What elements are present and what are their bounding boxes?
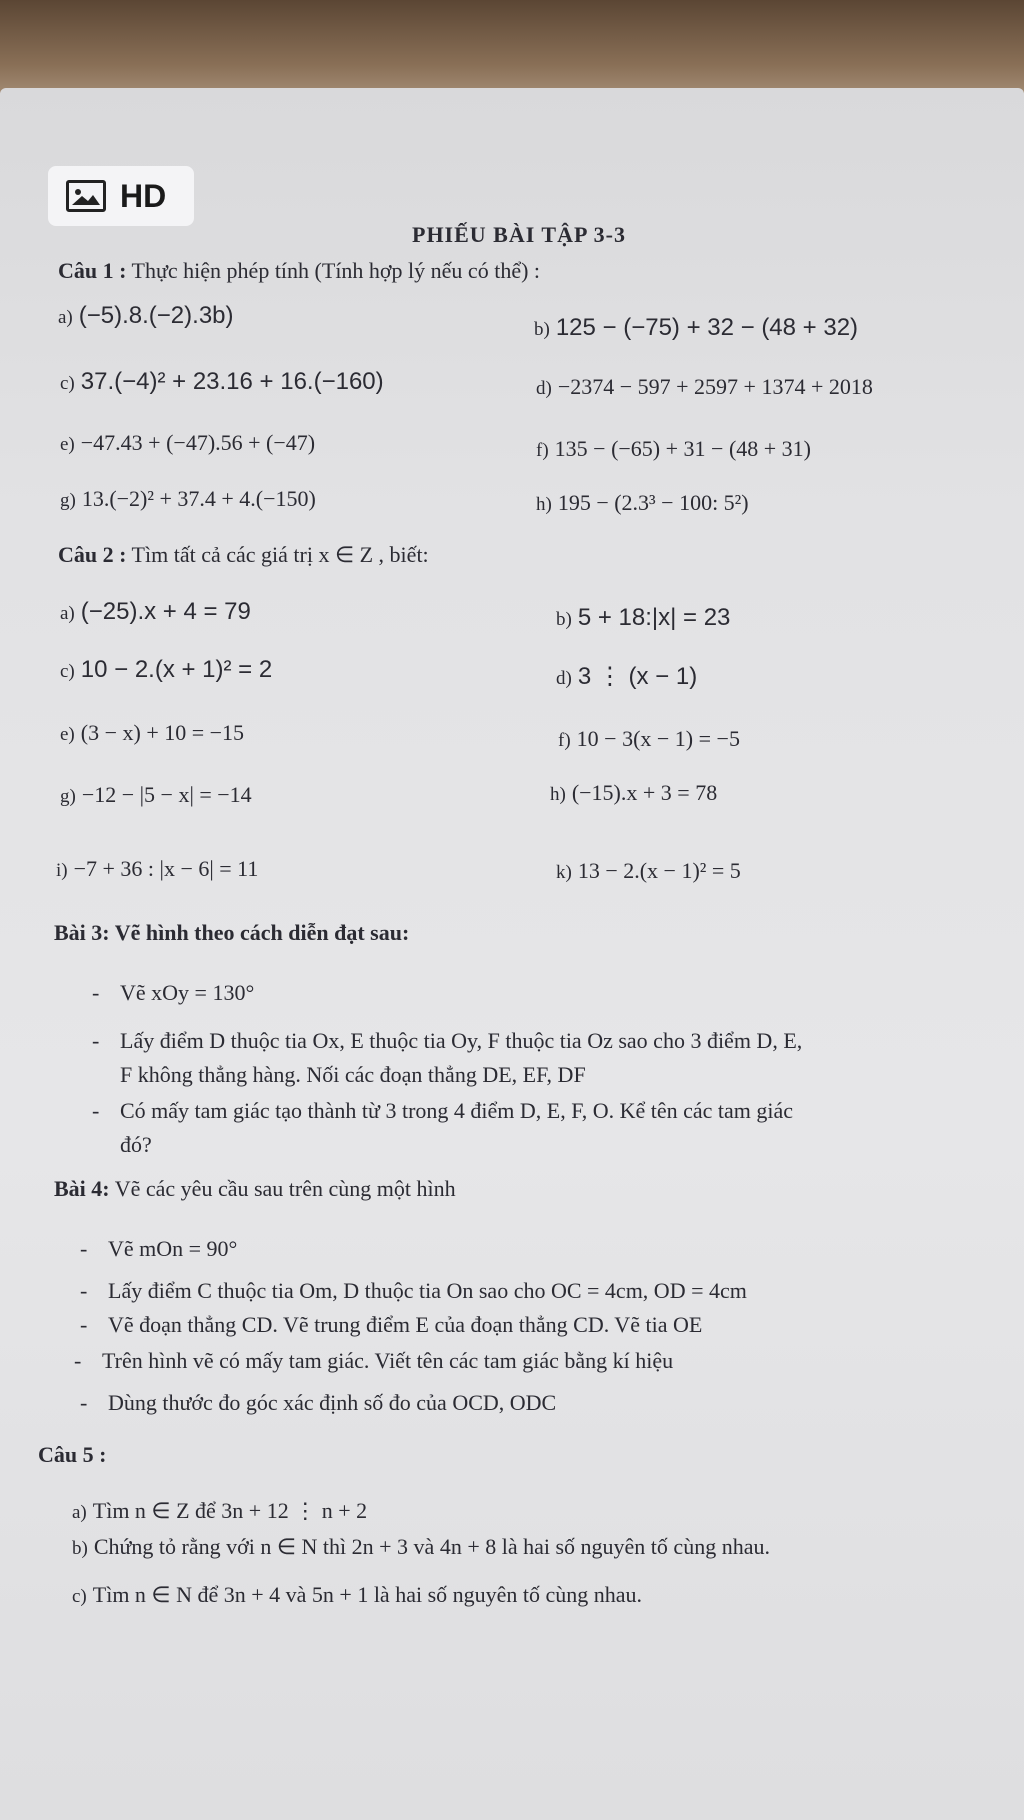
item-expression: 13 − 2.(x − 1)² = 5 (577, 858, 741, 883)
cau2-item-c (60, 656, 272, 684)
bai4-line-text: Trên hình vẽ có mấy tam giác. Viết tên các tam giác bằng kí hiệu (102, 1348, 674, 1373)
item-label: b) (534, 319, 550, 340)
item-expression: (−5).8.(−2).3b) (78, 302, 234, 329)
dash-bullet: - (92, 1028, 100, 1053)
cau2-item-e (60, 720, 244, 746)
item-label: f) (558, 730, 571, 751)
item-label: e) (60, 724, 75, 745)
item-label: h) (550, 784, 566, 805)
item-label: b) (556, 609, 572, 630)
bai4-line-4 (74, 1348, 673, 1374)
item-label: f) (536, 440, 549, 461)
item-label: e) (60, 434, 75, 455)
item-expression: 5 + 18:|x| = 23 (577, 604, 731, 631)
image-icon (66, 180, 106, 212)
item-expression: (−25).x + 4 = 79 (80, 598, 251, 625)
item-label: k) (556, 862, 572, 883)
cau1-item-b (534, 314, 858, 342)
item-expression: 13.(−2)² + 37.4 + 4.(−150) (81, 486, 316, 511)
item-label: b) (72, 1538, 88, 1559)
item-expression: 135 − (−65) + 31 − (48 + 31) (554, 436, 811, 461)
cau2-heading-label: Câu 2 : (58, 542, 127, 567)
cau2-item-k (556, 858, 741, 884)
item-expression: 195 − (2.3³ − 100: 5²) (557, 490, 749, 515)
item-expression: 3 ⋮ (x − 1) (577, 663, 698, 690)
item-expression: −7 + 36 : |x − 6| = 11 (73, 856, 259, 881)
item-label: g) (60, 786, 76, 807)
item-expression: −47.43 + (−47).56 + (−47) (80, 430, 316, 455)
item-label: d) (556, 668, 572, 689)
item-label: a) (60, 603, 75, 624)
item-label: c) (72, 1586, 87, 1607)
cau5-item-a (72, 1498, 367, 1524)
bai3-heading: Bài 3: Vẽ hình theo cách diễn đạt sau: (54, 920, 410, 945)
bai4-line-text: Vẽ đoạn thẳng CD. Vẽ trung điểm E của đoạn thẳng CD. Vẽ tia OE (108, 1312, 703, 1337)
item-text: Tìm n ∈ Z để 3n + 12 ⋮ n + 2 (92, 1498, 368, 1523)
cau2-item-h (550, 780, 717, 806)
bai4-line-2 (80, 1278, 747, 1304)
bai3-line-text: Vẽ xOy = 130° (120, 980, 255, 1005)
dash-bullet: - (92, 1098, 100, 1123)
bai4-line-text: Vẽ mOn = 90° (108, 1236, 238, 1261)
bai3-line-text: Có mấy tam giác tạo thành từ 3 trong 4 điểm D, E, F, O. Kể tên các tam giác (120, 1098, 794, 1123)
hd-badge[interactable] (48, 166, 194, 226)
dash-bullet: - (80, 1390, 88, 1415)
cau1-item-d (536, 374, 873, 400)
item-label: c) (60, 373, 75, 394)
cau5-heading: Câu 5 : (38, 1442, 107, 1467)
bai4-heading (54, 1176, 456, 1202)
item-expression: 125 − (−75) + 32 − (48 + 32) (555, 314, 859, 341)
item-label: a) (58, 307, 73, 328)
item-expression: 37.(−4)² + 23.16 + 16.(−160) (80, 368, 384, 395)
cau1-item-e (60, 430, 315, 456)
cau1-item-f (536, 436, 811, 462)
bai4-line-text: Dùng thước đo góc xác định số đo của OCD, ODC (108, 1390, 557, 1415)
item-label: g) (60, 490, 76, 511)
dash-bullet: - (80, 1236, 88, 1261)
bai4-line-1 (80, 1236, 237, 1262)
bai4-heading-label: Bài 4: (54, 1176, 110, 1201)
bai3-line-2 (92, 1028, 802, 1054)
bai3-line-4 (92, 1098, 793, 1124)
item-label: i) (56, 860, 68, 881)
cau2-item-g (60, 782, 252, 808)
cau1-heading (58, 258, 540, 284)
item-label: c) (60, 661, 75, 682)
cau2-heading-text: Tìm tất cả các giá trị x ∈ Z , biết: (126, 542, 429, 567)
cau2-item-b (556, 604, 730, 632)
item-text: Chứng tỏ rằng với n ∈ N thì 2n + 3 và 4n + 8 là hai số nguyên tố cùng nhau. (93, 1534, 770, 1559)
item-text: Tìm n ∈ N để 3n + 4 và 5n + 1 là hai số nguyên tố cùng nhau. (92, 1582, 643, 1607)
bai3-line-3: F không thẳng hàng. Nối các đoạn thẳng DE, EF, DF (120, 1062, 586, 1087)
item-label: d) (536, 378, 552, 399)
cau1-item-c (60, 368, 384, 396)
bai3-line-text: Lấy điểm D thuộc tia Ox, E thuộc tia Oy, F thuộc tia Oz sao cho 3 điểm D, E, (120, 1028, 803, 1053)
bai3-line-5: đó? (120, 1132, 152, 1157)
dash-bullet: - (80, 1312, 88, 1337)
bai3-line-1 (92, 980, 254, 1006)
cau2-item-d (556, 662, 697, 691)
cau1-item-h (536, 490, 749, 516)
worksheet-title: PHIẾU BÀI TẬP 3-3 (412, 222, 627, 247)
dash-bullet: - (92, 980, 100, 1005)
item-label: h) (536, 494, 552, 515)
dash-bullet: - (74, 1348, 82, 1373)
item-label: a) (72, 1502, 87, 1523)
cau2-item-f (558, 726, 740, 752)
cau1-item-a (58, 302, 234, 330)
cau1-item-g (60, 486, 316, 512)
bai4-heading-text: Vẽ các yêu cầu sau trên cùng một hình (109, 1176, 456, 1201)
item-expression: (−15).x + 3 = 78 (571, 780, 718, 805)
dash-bullet: - (80, 1278, 88, 1303)
cau2-heading (58, 542, 429, 568)
worksheet-paper (0, 88, 1024, 1820)
item-expression: −2374 − 597 + 2597 + 1374 + 2018 (557, 374, 873, 399)
item-expression: 10 − 3(x − 1) = −5 (576, 726, 740, 751)
cau1-heading-label: Câu 1 : (58, 258, 127, 283)
cau2-item-a (60, 598, 251, 626)
item-expression: (3 − x) + 10 = −15 (80, 720, 245, 745)
cau5-item-b (72, 1534, 770, 1560)
cau1-heading-text: Thực hiện phép tính (Tính hợp lý nếu có thể) : (126, 258, 541, 283)
item-expression: 10 − 2.(x + 1)² = 2 (80, 656, 273, 683)
hd-label: HD (120, 177, 167, 214)
cau5-item-c (72, 1582, 642, 1608)
bai4-line-5 (80, 1390, 556, 1416)
cau2-item-i (56, 856, 258, 882)
bai4-line-text: Lấy điểm C thuộc tia Om, D thuộc tia On sao cho OC = 4cm, OD = 4cm (108, 1278, 747, 1303)
item-expression: −12 − |5 − x| = −14 (81, 782, 252, 807)
bai4-line-3 (80, 1312, 702, 1338)
